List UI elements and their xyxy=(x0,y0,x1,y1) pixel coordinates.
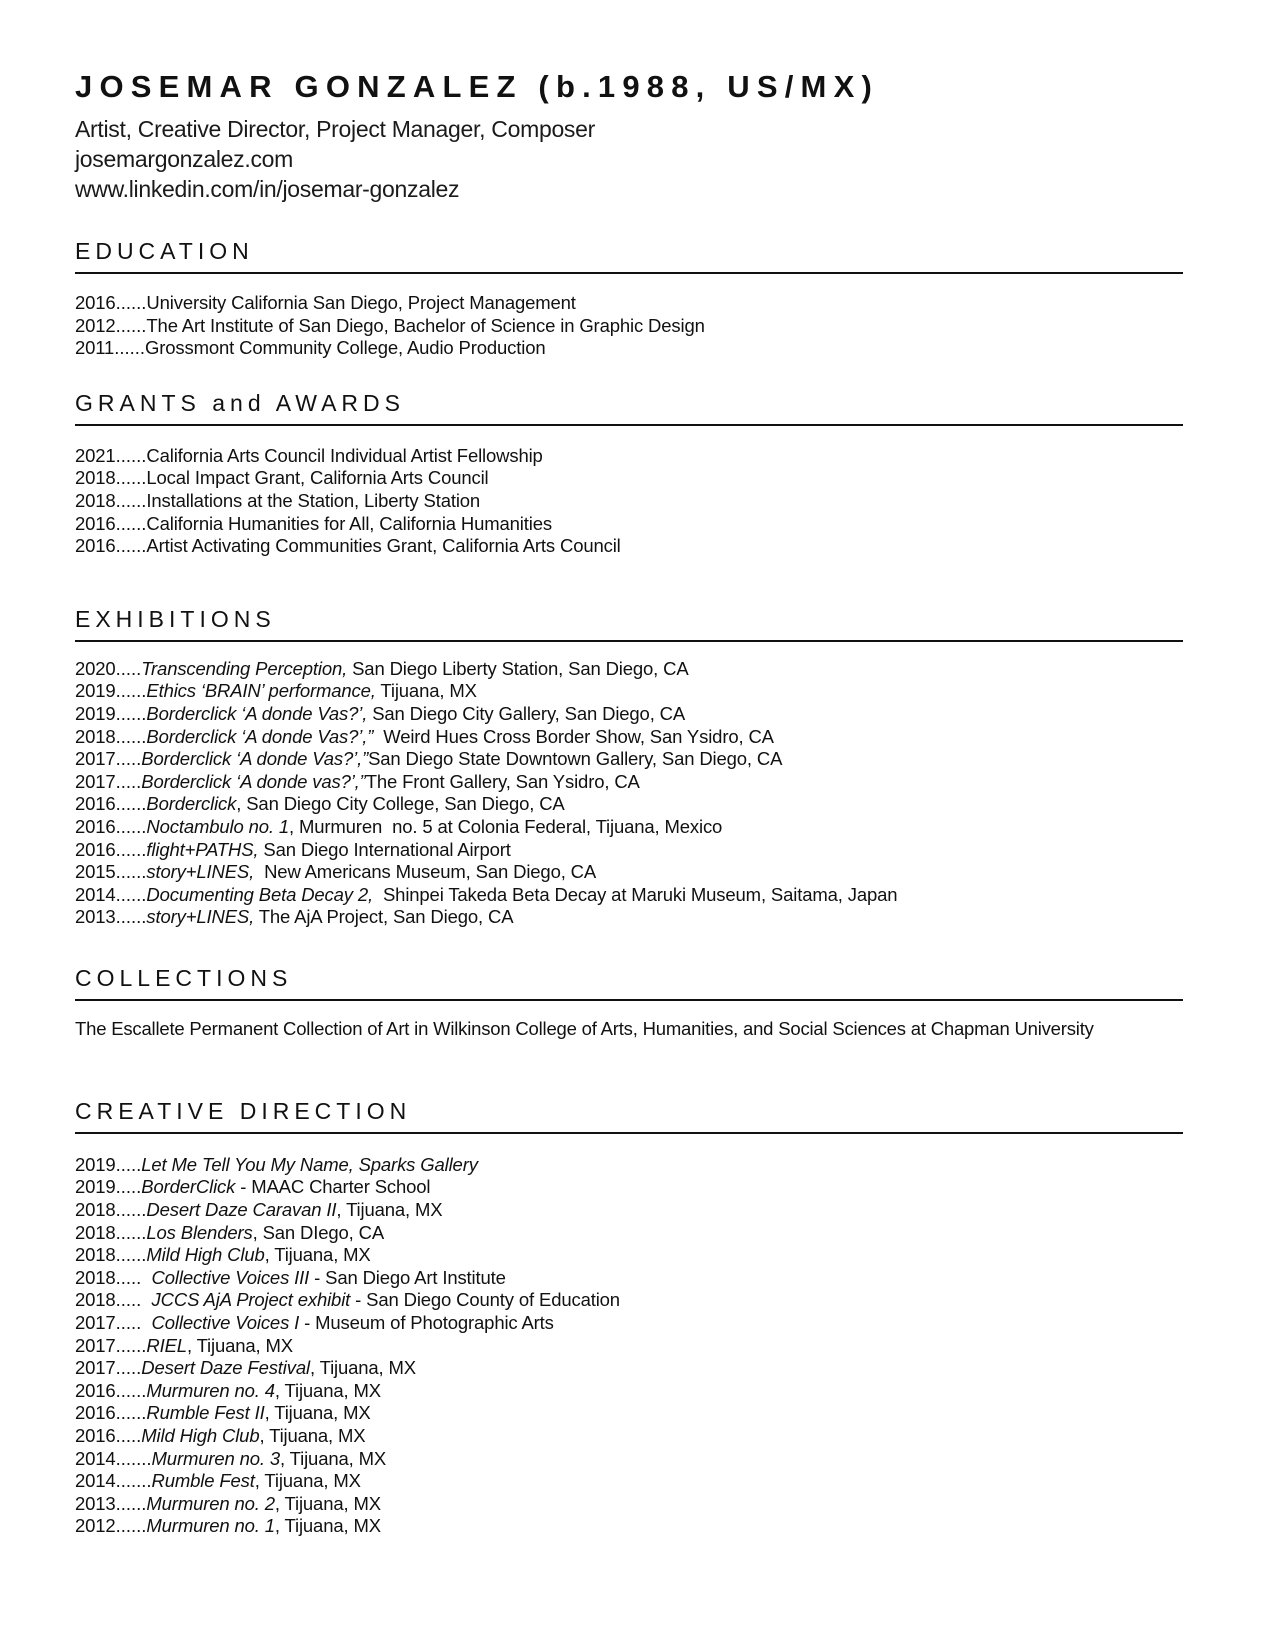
list-item xyxy=(75,337,1183,360)
entry-details: , Tijuana, MX xyxy=(264,1244,371,1266)
entry-title: Mild High Club xyxy=(146,1244,265,1266)
entry-details: San Diego International Airport xyxy=(258,838,511,860)
entry-title: BorderClick xyxy=(141,1176,236,1198)
section-title: EDUCATION xyxy=(75,238,254,264)
list-item xyxy=(75,748,1183,771)
entry-year: 2019 xyxy=(75,1176,116,1198)
entry-year: 2013 xyxy=(75,906,116,928)
entry-title: Documenting Beta Decay 2, xyxy=(146,883,374,905)
roles-line: Artist, Creative Director, Project Manager, Composer xyxy=(75,116,595,142)
entry-leader-dots: ...... xyxy=(115,680,147,702)
creative-direction-list xyxy=(75,1154,1183,1538)
entry-leader-dots: ....... xyxy=(115,1447,152,1469)
entry-leader-dots: ..... xyxy=(115,657,142,679)
entry-year: 2017 xyxy=(75,1312,116,1334)
list-item xyxy=(75,1176,1183,1199)
resume-page xyxy=(75,60,1183,1538)
entry-leader-dots: ..... xyxy=(115,1425,142,1446)
entry-leader-dots: ..... xyxy=(115,1153,142,1175)
entry-leader-dots: ..... xyxy=(115,1357,142,1379)
entry-title: Rumble Fest xyxy=(151,1470,255,1492)
list-item xyxy=(75,1312,1183,1335)
section-divider xyxy=(75,1132,1183,1134)
entry-year: 2018 xyxy=(75,467,116,489)
entry-leader-dots: ...... xyxy=(115,512,147,534)
entry-leader-dots: ..... xyxy=(115,1312,152,1334)
entry-year: 2016 xyxy=(75,1425,116,1446)
entry-details: , Tijuana, MX xyxy=(274,1515,381,1537)
entry-leader-dots: ...... xyxy=(115,444,147,466)
entry-leader-dots: ...... xyxy=(115,535,147,557)
entry-details: - San Diego County of Education xyxy=(350,1289,620,1311)
entry-year: 2016 xyxy=(75,292,116,313)
section-divider xyxy=(75,640,1183,642)
entry-title: Let Me Tell You My Name, Sparks Gallery xyxy=(141,1153,478,1175)
entry-leader-dots: ...... xyxy=(115,883,147,905)
entry-title: Rumble Fest II xyxy=(146,1402,265,1424)
entry-year: 2014 xyxy=(75,1447,116,1469)
entry-year: 2016 xyxy=(75,793,116,815)
entry-leader-dots: ...... xyxy=(115,1379,147,1401)
list-item xyxy=(75,680,1183,703)
entry-leader-dots: ...... xyxy=(115,314,147,336)
entry-year: 2018 xyxy=(75,489,116,511)
entry-year: 2016 xyxy=(75,838,116,860)
list-item xyxy=(75,513,1183,536)
entry-title: Murmuren no. 4 xyxy=(146,1379,275,1401)
entry-leader-dots: ...... xyxy=(115,838,147,860)
entry-leader-dots: ..... xyxy=(115,770,142,792)
entry-leader-dots: ...... xyxy=(115,906,147,928)
entry-details: , Tijuana, MX xyxy=(259,1425,366,1446)
entry-leader-dots: ...... xyxy=(115,1515,147,1537)
entry-leader-dots: ...... xyxy=(115,815,147,837)
entry-leader-dots: ...... xyxy=(114,337,146,359)
list-item xyxy=(75,771,1183,794)
entry-year: 2016 xyxy=(75,512,116,534)
entry-year: 2017 xyxy=(75,748,116,770)
entry-details: - Museum of Photographic Arts xyxy=(299,1312,554,1334)
entry-leader-dots: ...... xyxy=(115,861,147,883)
entry-details: Tijuana, MX xyxy=(375,680,477,702)
list-item xyxy=(75,726,1183,749)
entry-year: 2016 xyxy=(75,1379,116,1401)
entry-details: , San Diego City College, San Diego, CA xyxy=(236,793,565,815)
entry-leader-dots: ...... xyxy=(115,489,147,511)
creative-direction-section xyxy=(75,1096,1183,1538)
entry-year: 2019 xyxy=(75,1153,116,1175)
entry-year: 2011 xyxy=(75,337,115,359)
grants-list xyxy=(75,445,1183,558)
list-item xyxy=(75,1425,1183,1448)
entry-leader-dots: ...... xyxy=(115,725,147,747)
entry-title: Desert Daze Festival xyxy=(141,1357,310,1379)
entry-year: 2017 xyxy=(75,1357,116,1379)
list-item xyxy=(75,467,1183,490)
artist-name: JOSEMAR GONZALEZ (b.1988, US/MX) xyxy=(75,69,879,104)
entry-leader-dots: ...... xyxy=(115,1199,147,1221)
list-item xyxy=(75,884,1183,907)
entry-year: 2018 xyxy=(75,1289,116,1311)
list-item xyxy=(75,1402,1183,1425)
entry-year: 2018 xyxy=(75,1221,116,1243)
linkedin-link[interactable]: www.linkedin.com/in/josemar-gonzalez xyxy=(75,176,460,202)
list-item xyxy=(75,1335,1183,1358)
entry-year: 2019 xyxy=(75,702,116,724)
section-title: GRANTS and AWARDS xyxy=(75,389,405,416)
header xyxy=(75,60,1183,204)
list-item xyxy=(75,1289,1183,1312)
entry-leader-dots: ..... xyxy=(115,1266,152,1288)
entry-details: San Diego Liberty Station, San Diego, CA xyxy=(347,657,689,679)
entry-details: , Tijuana, MX xyxy=(274,1492,381,1514)
entry-year: 2020 xyxy=(75,657,116,679)
entry-details: , Tijuana, MX xyxy=(274,1379,381,1401)
entry-leader-dots: ...... xyxy=(115,1334,147,1356)
list-item xyxy=(75,1154,1183,1177)
website-link[interactable]: josemargonzalez.com xyxy=(75,146,294,172)
entry-year: 2016 xyxy=(75,535,116,557)
entry-title: Collective Voices I xyxy=(151,1312,300,1334)
entry-title: story+LINES, xyxy=(146,906,255,928)
entry-details: , Tijuana, MX xyxy=(336,1199,443,1221)
entry-details: , Tijuana, MX xyxy=(254,1470,361,1492)
list-item xyxy=(75,315,1183,338)
entry-leader-dots: ..... xyxy=(115,1176,142,1198)
entry-title: Ethics ‘BRAIN’ performance, xyxy=(146,680,376,702)
entry-text: California Humanities for All, California Humanities xyxy=(146,512,552,534)
list-item xyxy=(75,1357,1183,1380)
section-title: COLLECTIONS xyxy=(75,964,293,991)
entry-year: 2016 xyxy=(75,815,116,837)
entry-details: New Americans Museum, San Diego, CA xyxy=(254,861,597,883)
entry-text: Artist Activating Communities Grant, California Arts Council xyxy=(146,535,621,557)
entry-year: 2012 xyxy=(75,1515,116,1537)
entry-year: 2018 xyxy=(75,1199,116,1221)
entry-leader-dots: ..... xyxy=(115,1289,152,1311)
list-item xyxy=(75,816,1183,839)
entry-title: JCCS AjA Project exhibit xyxy=(151,1289,351,1311)
entry-details: Shinpei Takeda Beta Decay at Maruki Museum, Saitama, Japan xyxy=(373,883,898,905)
entry-text: Installations at the Station, Liberty Station xyxy=(146,489,481,511)
entry-year: 2018 xyxy=(75,725,116,747)
entry-details: , Tijuana, MX xyxy=(264,1402,371,1424)
section-title: EXHIBITIONS xyxy=(75,605,276,632)
entry-title: Murmuren no. 3 xyxy=(151,1447,281,1469)
entry-title: Collective Voices III xyxy=(151,1266,310,1288)
entry-title: flight+PATHS, xyxy=(146,838,259,860)
entry-text: Local Impact Grant, California Arts Council xyxy=(146,467,489,489)
education-section xyxy=(75,236,1183,360)
entry-title: Transcending Perception, xyxy=(141,657,348,679)
section-divider xyxy=(75,999,1183,1001)
entry-leader-dots: ...... xyxy=(115,793,147,815)
entry-title: Desert Daze Caravan II xyxy=(146,1199,337,1221)
list-item xyxy=(75,839,1183,862)
list-item xyxy=(75,1493,1183,1516)
list-item xyxy=(75,1244,1183,1267)
entry-leader-dots: ...... xyxy=(115,1244,147,1266)
entry-details: San Diego City Gallery, San Diego, CA xyxy=(367,702,686,724)
list-item xyxy=(75,861,1183,884)
entry-details: , Murmuren no. 5 at Colonia Federal, Tijuana, Mexico xyxy=(289,815,723,837)
list-item xyxy=(75,1515,1183,1538)
entry-title: story+LINES, xyxy=(146,861,255,883)
entry-title: Mild High Club xyxy=(141,1425,260,1446)
list-item xyxy=(75,1470,1183,1493)
entry-leader-dots: ..... xyxy=(115,748,142,770)
list-item xyxy=(75,1267,1183,1290)
list-item xyxy=(75,1380,1183,1403)
entry-text: The Art Institute of San Diego, Bachelor of Science in Graphic Design xyxy=(146,314,705,336)
entry-title: Borderclick xyxy=(146,793,237,815)
entry-details: The AjA Project, San Diego, CA xyxy=(254,906,514,928)
entry-details: Weird Hues Cross Border Show, San Ysidro, CA xyxy=(373,725,774,747)
entry-leader-dots: ....... xyxy=(115,1470,152,1492)
entry-year: 2014 xyxy=(75,1470,116,1492)
entry-details: , Tijuana, MX xyxy=(280,1447,387,1469)
entry-title: Borderclick ‘A donde Vas?’, xyxy=(146,702,368,724)
entry-year: 2018 xyxy=(75,1266,116,1288)
entry-title: RIEL xyxy=(146,1334,187,1356)
list-item xyxy=(75,490,1183,513)
entry-title: Borderclick ‘A donde Vas?’,” xyxy=(141,748,369,770)
list-item xyxy=(75,1448,1183,1471)
list-item xyxy=(75,658,1183,681)
list-item xyxy=(75,793,1183,816)
grants-section xyxy=(75,388,1183,558)
entry-year: 2013 xyxy=(75,1492,116,1514)
entry-details: - San Diego Art Institute xyxy=(309,1266,506,1288)
entry-leader-dots: ...... xyxy=(115,702,147,724)
education-list xyxy=(75,292,1183,360)
entry-leader-dots: ...... xyxy=(115,1221,147,1243)
entry-year: 2017 xyxy=(75,1334,116,1356)
exhibitions-section xyxy=(75,604,1183,929)
entry-details: , San DIego, CA xyxy=(252,1221,385,1243)
entry-leader-dots: ...... xyxy=(115,467,147,489)
list-item xyxy=(75,445,1183,468)
entry-year: 2017 xyxy=(75,770,116,792)
entry-title: Murmuren no. 2 xyxy=(146,1492,275,1514)
entry-year: 2016 xyxy=(75,1402,116,1424)
entry-title: Noctambulo no. 1 xyxy=(146,815,290,837)
entry-details: , Tijuana, MX xyxy=(186,1334,293,1356)
entry-details: , Tijuana, MX xyxy=(309,1357,416,1379)
list-item xyxy=(75,906,1183,929)
entry-leader-dots: ...... xyxy=(115,292,147,313)
entry-year: 2015 xyxy=(75,861,116,883)
entry-title: Borderclick ‘A donde Vas?’,” xyxy=(146,725,374,747)
entry-year: 2019 xyxy=(75,680,116,702)
list-item xyxy=(75,1222,1183,1245)
entry-text: Grossmont Community College, Audio Production xyxy=(145,337,546,359)
list-item xyxy=(75,292,1183,315)
entry-leader-dots: ...... xyxy=(115,1402,147,1424)
exhibitions-list xyxy=(75,658,1183,929)
section-divider xyxy=(75,424,1183,426)
entry-year: 2018 xyxy=(75,1244,116,1266)
list-item xyxy=(75,703,1183,726)
entry-year: 2021 xyxy=(75,444,116,466)
entry-year: 2014 xyxy=(75,883,116,905)
section-divider xyxy=(75,272,1183,274)
entry-text: California Arts Council Individual Artist Fellowship xyxy=(146,444,543,466)
entry-title: Borderclick ‘A donde vas?’,” xyxy=(141,770,366,792)
entry-details: San Diego State Downtown Gallery, San Diego, CA xyxy=(368,748,783,770)
list-item xyxy=(75,1199,1183,1222)
collection-entry: The Escallete Permanent Collection of Art in Wilkinson College of Arts, Humanities, and Social Sciences at Chapman University xyxy=(75,1017,1094,1039)
list-item xyxy=(75,535,1183,558)
section-title: CREATIVE DIRECTION xyxy=(75,1097,412,1124)
collections-section xyxy=(75,963,1183,1040)
entry-year: 2012 xyxy=(75,314,116,336)
entry-title: Murmuren no. 1 xyxy=(146,1515,275,1537)
entry-leader-dots: ...... xyxy=(115,1492,147,1514)
entry-title: Los Blenders xyxy=(146,1221,253,1243)
entry-text: University California San Diego, Project Management xyxy=(146,292,576,313)
entry-details: - MAAC Charter School xyxy=(235,1176,431,1198)
entry-details: The Front Gallery, San Ysidro, CA xyxy=(365,770,640,792)
